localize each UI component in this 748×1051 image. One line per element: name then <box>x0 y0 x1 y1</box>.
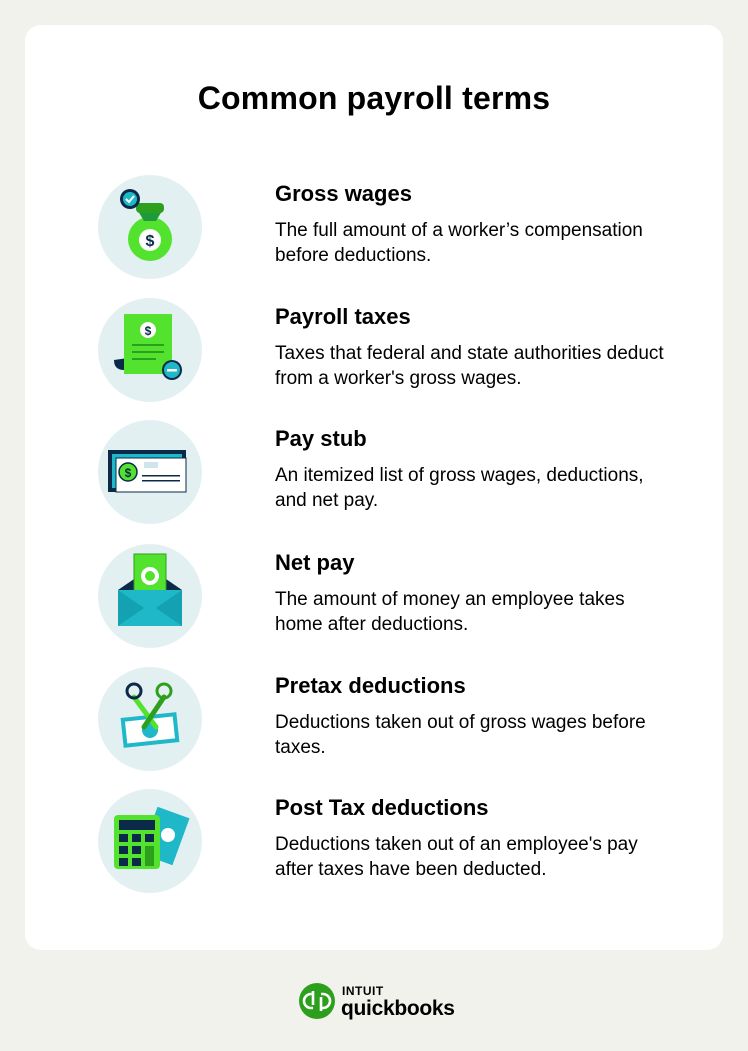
term-pay-stub <box>98 420 698 530</box>
money-bag-icon <box>98 175 202 279</box>
term-title: Gross wages <box>275 181 412 206</box>
term-payroll-taxes <box>98 298 698 408</box>
page-title: Common payroll terms <box>197 80 551 116</box>
brand-quickbooks-text: quickbooks <box>341 997 455 1020</box>
term-title: Payroll taxes <box>275 304 411 329</box>
term-title: Post Tax deductions <box>275 795 489 820</box>
term-description: Taxes that federal and state authorities deduct from a worker's gross wages. <box>275 343 664 389</box>
term-pretax-deductions <box>98 667 698 777</box>
term-post-tax-deductions <box>98 789 698 899</box>
term-gross-wages <box>98 175 698 285</box>
quickbooks-logo <box>299 983 459 1023</box>
term-description: An itemized list of gross wages, deductions, and net pay. <box>275 465 644 511</box>
term-title: Net pay <box>275 550 355 575</box>
svg-text:$: $ <box>124 466 132 480</box>
term-description: Deductions taken out of an employee's pay after taxes have been deducted. <box>275 834 638 880</box>
term-description: The amount of money an employee takes home after deductions. <box>275 589 625 635</box>
term-description: Deductions taken out of gross wages before taxes. <box>275 712 646 758</box>
envelope-money-icon <box>98 544 202 648</box>
scissors-money-icon <box>98 667 202 771</box>
svg-text:$: $ <box>144 324 152 338</box>
qb-logo-icon <box>299 983 335 1019</box>
svg-text:$: $ <box>145 233 155 250</box>
term-title: Pretax deductions <box>275 673 466 698</box>
term-description: The full amount of a worker’s compensation before deductions. <box>275 220 643 266</box>
term-title: Pay stub <box>275 426 367 451</box>
brand-intuit-text: INTUIT <box>342 984 384 998</box>
tax-document-icon <box>98 298 202 402</box>
term-net-pay <box>98 544 698 654</box>
check-stub-icon <box>98 420 202 524</box>
calculator-icon <box>98 789 202 893</box>
